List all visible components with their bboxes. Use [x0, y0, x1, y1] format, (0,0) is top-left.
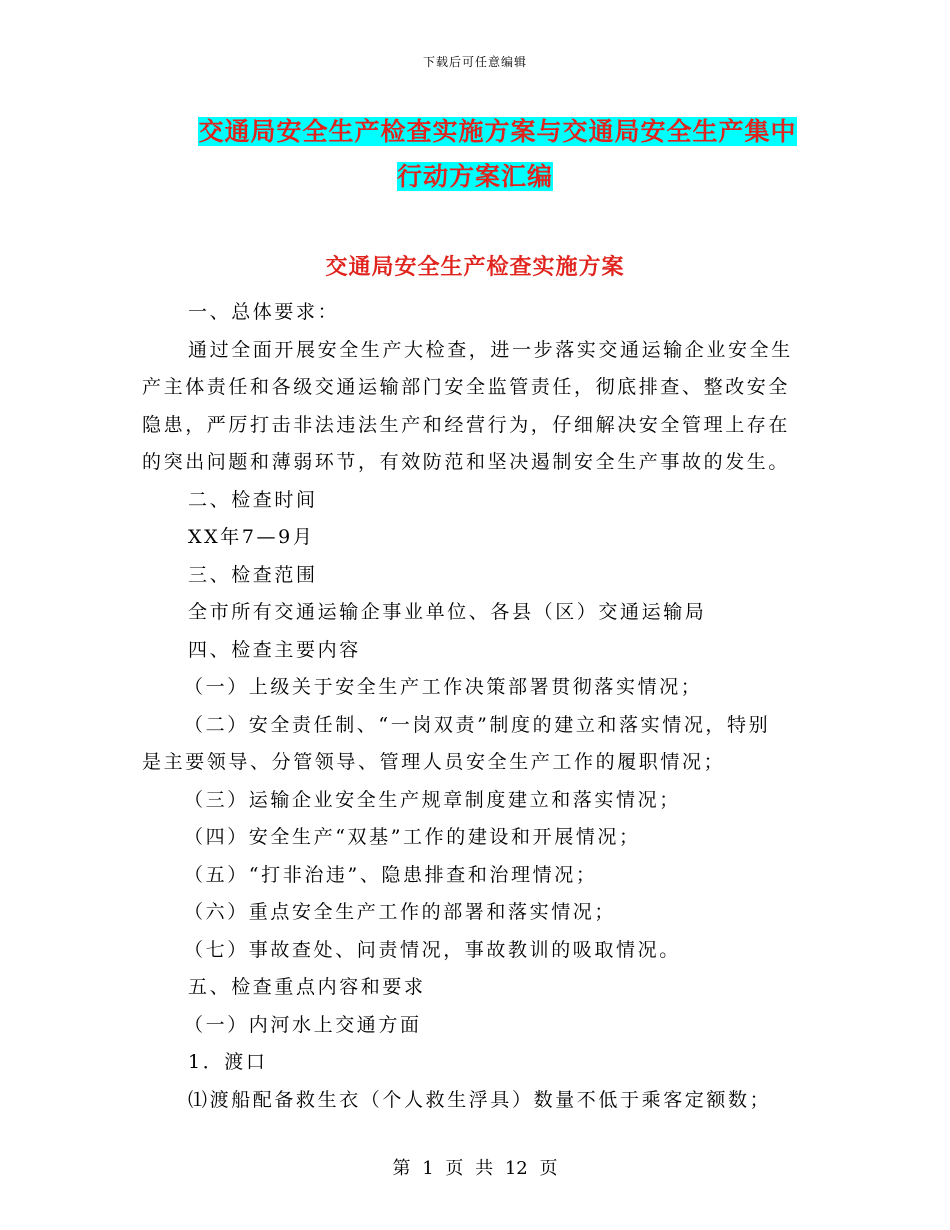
main-title-line-1: [0, 112, 950, 148]
main-title-text-1: 交通局安全生产检查实施方案与交通局安全生产集中: [198, 117, 797, 146]
paragraph-line: ⑴渡船配备救生衣（个人救生浮具）数量不低于乘客定额数；: [188, 1088, 772, 1111]
paragraph-line: 隐患，严厉打击非法违法生产和经营行为，仔细解决安全管理上存在: [142, 413, 791, 436]
paragraph-line: （二）安全责任制、“一岗双责”制度的建立和落实情况，特别: [184, 713, 771, 736]
paragraph-line: （五）“打非治违”、隐患排查和治理情况；: [184, 863, 598, 886]
paragraph-line: 1．渡口: [188, 1051, 268, 1073]
paragraph-line: 的突出问题和薄弱环节，有效防范和坚决遏制安全生产事故的发生。: [142, 451, 791, 473]
document-body: [142, 294, 807, 1119]
paragraph-line: 一、总体要求：: [188, 301, 340, 323]
paragraph-line: 五、检查重点内容和要求: [188, 976, 426, 998]
section-title: 交通局安全生产检查实施方案: [325, 254, 625, 280]
paragraph-line: （七）事故查处、问责情况，事故教训的吸取情况。: [184, 938, 681, 961]
paragraph-line: 三、检查范围: [188, 563, 318, 586]
paragraph-line: 全市所有交通运输企事业单位、各县（区）交通运输局: [188, 601, 707, 623]
paragraph-line: （三）运输企业安全生产规章制度建立和落实情况；: [184, 788, 681, 811]
header-note: 下载后可任意编辑: [422, 55, 527, 69]
main-title-text-2: 行动方案汇编: [396, 162, 553, 191]
paragraph-line: 二、检查时间: [188, 488, 318, 511]
paragraph-line: （六）重点安全生产工作的部署和落实情况；: [184, 901, 617, 923]
page-footer: 第 1 页 共 12 页: [392, 1158, 558, 1179]
paragraph-line: 是主要领导、分管领导、管理人员安全生产工作的履职情况；: [142, 751, 726, 773]
paragraph-line: XX年7—9月: [188, 526, 315, 548]
paragraph-line: （四）安全生产“双基”工作的建设和开展情况；: [184, 826, 641, 848]
paragraph-line: （一）内河水上交通方面: [184, 1013, 422, 1036]
paragraph-line: 通过全面开展安全生产大检查，进一步落实交通运输企业安全生: [188, 338, 793, 361]
paragraph-line: 四、检查主要内容: [188, 638, 361, 661]
paragraph-line: 产主体责任和各级交通运输部门安全监管责任，彻底排查、整改安全: [142, 376, 791, 398]
paragraph-line: （一）上级关于安全生产工作决策部署贯彻落实情况；: [184, 676, 703, 698]
main-title-line-2: [0, 157, 950, 193]
